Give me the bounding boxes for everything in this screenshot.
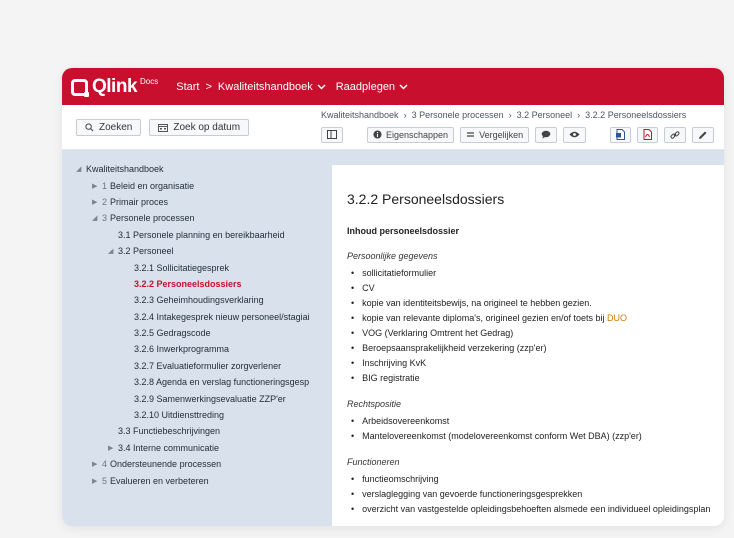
expand-icon[interactable]: ▶ <box>92 182 98 190</box>
tree-item-number: 5 <box>102 475 108 486</box>
tree-item-label: 3.2.5 Gedragscode <box>134 328 211 339</box>
section-title: Rechtspositie <box>347 399 402 409</box>
properties-label: Eigenschappen <box>386 129 449 140</box>
chevron-right-icon: › <box>403 110 407 120</box>
qlink-logo-mark <box>71 79 88 96</box>
list-item <box>347 370 724 385</box>
tree-item[interactable] <box>62 177 314 193</box>
tree-item-number: 4 <box>102 459 108 470</box>
list-item-text: • sollicitatieformulier <box>362 267 437 278</box>
list-item-text: • Arbeidsovereenkomst <box>362 415 450 426</box>
tree-item-label: 3.2.2 Personeelsdossiers <box>134 278 242 289</box>
comment-button[interactable] <box>535 127 557 143</box>
panel-toggle-button[interactable] <box>321 127 343 143</box>
search-icon <box>85 123 94 132</box>
list-item <box>347 501 724 516</box>
expand-icon[interactable]: ▶ <box>92 477 98 485</box>
compare-label: Vergelijken <box>479 129 524 140</box>
brand-sub: Docs <box>140 76 159 86</box>
list-item-text: • functieomschrijving <box>362 473 439 484</box>
section-title: Persoonlijke gegevens <box>347 251 438 261</box>
list-item <box>347 486 724 501</box>
sidebar <box>62 105 314 526</box>
tree-item[interactable] <box>62 309 314 325</box>
chevron-down-icon[interactable] <box>399 82 408 92</box>
list-item-text: • kopie van relevante diploma's, origineel gezien en/of toets bij <box>362 312 608 323</box>
tree-item-label: 3.3 Functiebeschrijvingen <box>118 426 221 437</box>
export-pdf-button[interactable] <box>637 127 658 143</box>
expand-icon[interactable]: ▶ <box>92 461 98 469</box>
tree-item-number: 1 <box>102 180 108 191</box>
list-item <box>347 355 724 370</box>
search-by-date-button[interactable] <box>149 119 249 136</box>
tree-item[interactable] <box>62 227 314 243</box>
tree-item-label: 3.2.4 Intakegesprek nieuw personeel/stagiai <box>134 311 310 322</box>
list-item <box>347 428 724 443</box>
breadcrumb-item[interactable]: 3.2 Personeel <box>516 110 573 120</box>
equals-icon <box>466 131 475 138</box>
main-nav <box>176 81 408 93</box>
tree-item[interactable] <box>62 325 314 341</box>
edit-button[interactable] <box>692 127 714 143</box>
brand-name: Qlink <box>92 75 138 97</box>
list-item <box>347 295 724 310</box>
tree-item[interactable] <box>62 472 314 488</box>
eye-icon <box>569 131 580 138</box>
view-button[interactable] <box>563 127 586 143</box>
link-icon <box>670 130 680 140</box>
tree-item[interactable] <box>62 210 314 226</box>
bullet-list <box>347 413 724 443</box>
list-item <box>347 310 724 325</box>
tree-item[interactable] <box>62 276 314 292</box>
copy-link-button[interactable] <box>664 127 686 143</box>
duo-link[interactable]: DUO <box>607 312 628 323</box>
search-by-date-label: Zoek op datum <box>173 121 241 133</box>
breadcrumb-item[interactable]: 3 Personele processen <box>411 110 504 120</box>
tree-item[interactable] <box>62 407 314 423</box>
collapse-icon[interactable]: ◢ <box>108 248 114 256</box>
tree-item[interactable] <box>62 194 314 210</box>
tree-item-label: 3.2.10 Uitdiensttreding <box>134 410 225 421</box>
nav-start[interactable]: Start <box>176 80 200 93</box>
tree-item-label: 3.2.3 Geheimhoudingsverklaring <box>134 295 264 306</box>
list-item <box>347 280 724 295</box>
tree-item-label: 3.2.9 Samenwerkingsevaluatie ZZP'er <box>134 393 286 404</box>
expand-icon[interactable]: ▶ <box>92 198 98 206</box>
properties-button[interactable] <box>367 127 454 143</box>
document-heading: Inhoud personeelsdossier <box>347 226 460 236</box>
qlink-logo[interactable] <box>71 76 158 98</box>
list-item-text: • verslaglegging van gevoerde functioneringsgesprekken <box>362 488 583 499</box>
panel-icon <box>327 130 337 139</box>
content-area <box>314 105 724 526</box>
word-icon <box>616 129 625 140</box>
compare-button[interactable] <box>460 127 529 143</box>
tree-item[interactable] <box>62 358 314 374</box>
collapse-icon[interactable]: ◢ <box>76 166 82 174</box>
tree-item[interactable] <box>62 374 314 390</box>
document-toolbar <box>321 125 724 144</box>
tree-item[interactable] <box>62 292 314 308</box>
tree-item-label: Ondersteunende processen <box>110 459 222 470</box>
tree-item-label: Evalueren en verbeteren <box>110 475 209 486</box>
bullet-list <box>347 471 724 516</box>
tree-item-label: 3.2.1 Sollicitatiegesprek <box>134 262 230 273</box>
tree-item[interactable] <box>62 456 314 472</box>
chevron-down-icon[interactable] <box>317 82 326 92</box>
tree-item-label: Primair proces <box>110 196 169 207</box>
tree-item-number: 2 <box>102 196 108 207</box>
nav-raadplegen[interactable]: Raadplegen <box>335 80 396 93</box>
chevron-right-icon: › <box>508 110 512 120</box>
list-item <box>347 265 724 280</box>
tree-item[interactable] <box>62 341 314 357</box>
list-item-text: • overzicht van vastgestelde opleidingsbehoeften alsmede een individueel opleidingsplan <box>362 503 711 514</box>
tree-item-label: 3.2.6 Inwerkprogramma <box>134 344 230 355</box>
tree-item-label: 3.2 Personeel <box>118 246 174 257</box>
document-title: 3.2.2 Personeelsdossiers <box>347 191 505 207</box>
tree-item-label: 3.2.8 Agenda en verslag functioneringsgesp <box>134 377 310 388</box>
tree-item-number: 3 <box>102 213 108 224</box>
tree-item-label: 3.4 Interne communicatie <box>118 442 220 453</box>
section-title: Functioneren <box>347 457 400 467</box>
bullet-list <box>347 265 724 385</box>
document-tree <box>62 150 314 489</box>
tree-item[interactable] <box>62 259 314 275</box>
pdf-icon <box>643 129 652 140</box>
comment-icon <box>541 130 551 139</box>
tree-item[interactable] <box>62 243 314 259</box>
top-navigation-bar <box>62 68 724 105</box>
chevron-right-icon: › <box>577 110 581 120</box>
list-item <box>347 471 724 486</box>
chevron-right-icon: > <box>205 80 212 93</box>
list-item-text: • Inschrijving KvK <box>362 357 427 368</box>
list-item-text: • kopie van identiteitsbewijs, na origineel te hebben gezien. <box>362 297 592 308</box>
list-item-text: • VOG (Verklaring Omtrent het Gedrag) <box>362 327 514 338</box>
breadcrumb-item[interactable]: 3.2.2 Personeelsdossiers <box>585 110 687 120</box>
tree-item-label: Kwaliteitshandboek <box>86 164 164 175</box>
list-item-text: • Beroepsaansprakelijkheid verzekering (zzp'er) <box>362 342 547 353</box>
search-button[interactable] <box>76 119 141 136</box>
tree-item[interactable] <box>62 390 314 406</box>
app-window <box>62 68 724 526</box>
list-item <box>347 340 724 355</box>
tree-item-label: 3.1 Personele planning en bereikbaarheid <box>118 229 285 240</box>
info-icon <box>373 130 382 139</box>
tree-item[interactable] <box>62 161 314 177</box>
list-item-text: • Mantelovereenkomst (modelovereenkomst conform Wet DBA) (zzp'er) <box>362 430 642 441</box>
tree-item-label: Personele processen <box>110 213 195 224</box>
tree-item-label: 3.2.7 Evaluatieformulier zorgverlener <box>134 360 282 371</box>
tree-item[interactable] <box>62 440 314 456</box>
list-item-text: • BIG registratie <box>362 372 420 383</box>
document-sections <box>347 251 724 516</box>
search-label: Zoeken <box>99 121 133 133</box>
breadcrumb-item[interactable]: Kwaliteitshandboek <box>321 110 399 120</box>
sidebar-toolbar <box>62 105 314 150</box>
edit-icon <box>698 130 708 140</box>
collapse-icon[interactable]: ◢ <box>92 215 98 223</box>
list-item <box>347 325 724 340</box>
content-header <box>314 105 724 150</box>
tree-item-label: Beleid en organisatie <box>110 180 195 191</box>
tree-item[interactable] <box>62 423 314 439</box>
document-page <box>332 165 724 526</box>
expand-icon[interactable]: ▶ <box>108 444 114 452</box>
list-item <box>347 413 724 428</box>
calendar-icon <box>158 123 168 132</box>
export-word-button[interactable] <box>610 127 631 143</box>
nav-kwaliteitshandboek[interactable]: Kwaliteitshandboek <box>217 80 313 93</box>
breadcrumb <box>321 105 724 125</box>
list-item-text: • CV <box>362 282 375 293</box>
